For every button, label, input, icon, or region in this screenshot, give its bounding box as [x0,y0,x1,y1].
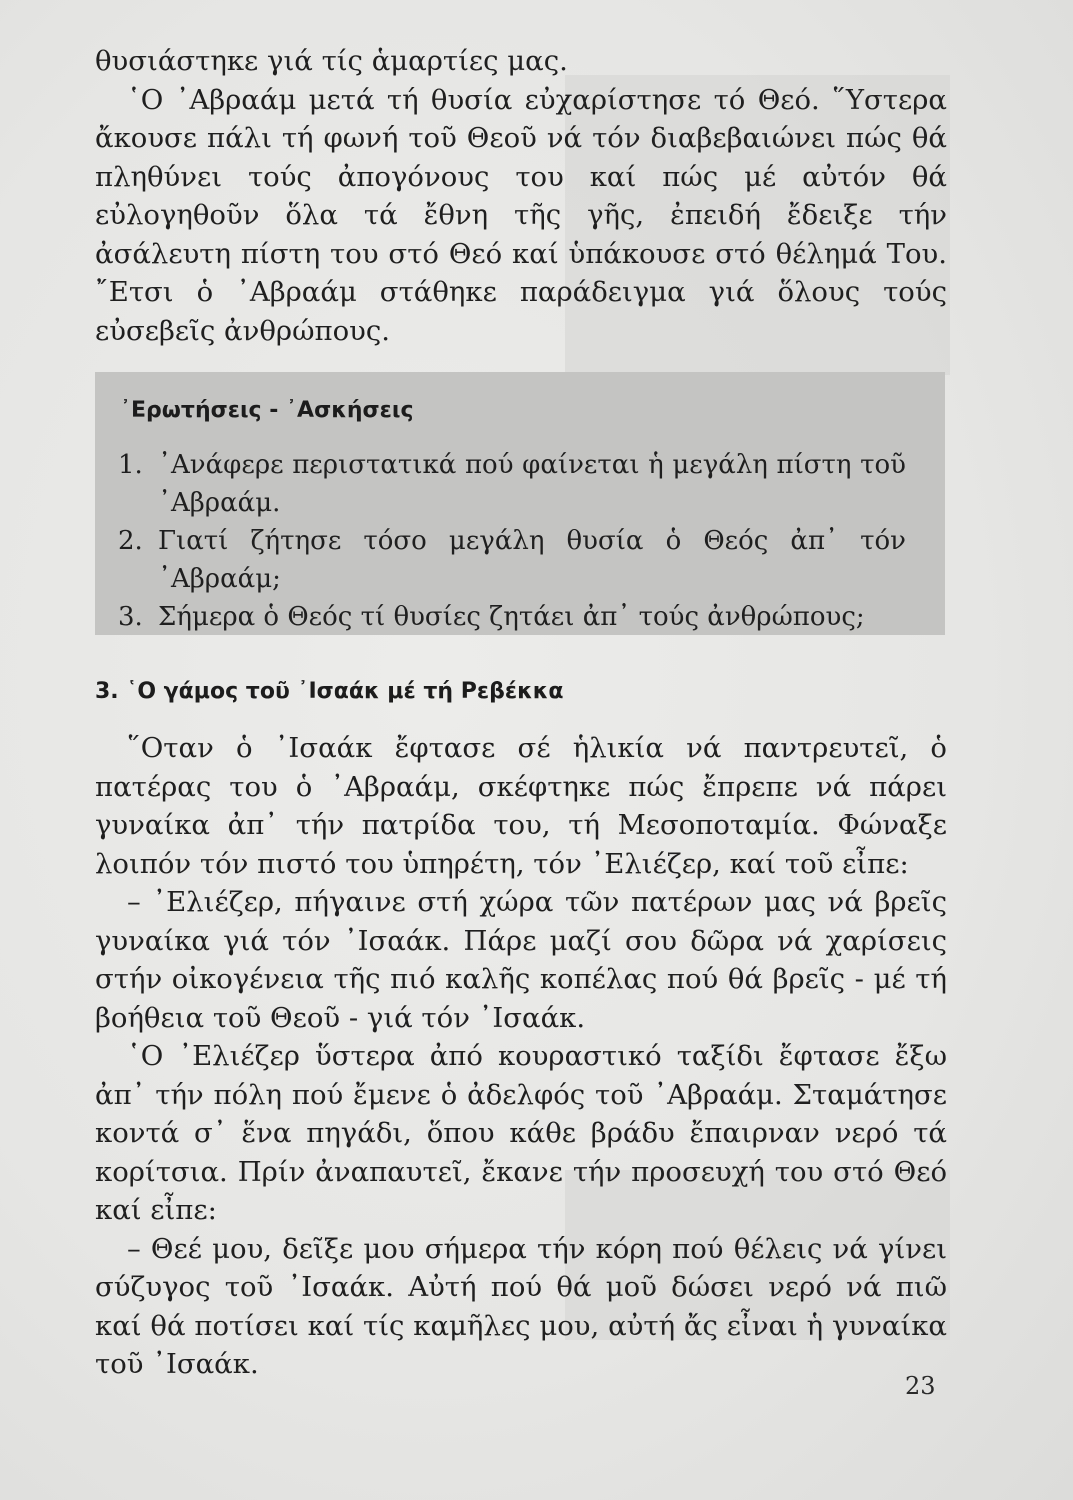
exercise-title: ᾿Ερωτήσεις - ᾿Ασκήσεις [120,398,414,423]
exercise-list [118,446,906,636]
page-number: 23 [905,1372,936,1400]
section-body [95,729,947,1384]
exercise-item [118,446,906,522]
section-heading: 3. ῾Ο γάμος τοῦ ᾿Ισαάκ μέ τή Ρεβέκκα [95,679,564,704]
exercise-text: Σήμερα ὁ Θεός τί θυσίες ζητάει ἀπ᾿ τούς ἀνθρώπους; [158,602,865,632]
intro-paragraph-2: ῾Ο ᾿Αβραάμ μετά τή θυσία εὐχαρίστησε τό Θεό. ῞Υστερα ἄκουσε πάλι τή φωνή τοῦ Θεοῦ νά τόν διαβεβαιώνει πώς θά πληθύνει τούς ἀπογόνους του καί πώς μέ αὐτόν θά εὐλογηθοῦν ὅλα τά ἔθνη τῆς γῆς, ἐπειδή ἔδειξε τήν ἀσάλευτη πίστη του στό Θεό καί ὑπάκουσε στό θέλημά Του. ῎Ετσι ὁ ᾿Αβραάμ στάθηκε παράδειγμα γιά ὅλους τούς εὐσεβεῖς ἀνθρώπους. [95,83,947,347]
exercise-text: ᾿Ανάφερε περιστατικά πού φαίνεται ἡ μεγάλη πίστη τοῦ ᾿Αβραάμ. [158,450,906,518]
exercise-number: 2. [118,526,143,556]
exercise-text: Γιατί ζήτησε τόσο μεγάλη θυσία ὁ Θεός ἀπ᾿ τόν ᾿Αβραάμ; [158,526,906,594]
intro-paragraph-1: θυσιάστηκε γιά τίς ἁμαρτίες μας. [95,45,568,77]
exercise-item [118,522,906,598]
section-paragraph: – ᾿Ελιέζερ, πήγαινε στή χώρα τῶν πατέρων μας νά βρεῖς γυναίκα γιά τόν ᾿Ισαάκ. Πάρε μαζί σου δῶρα νά χαρίσεις στήν οἰκογένεια τῆς πιό καλῆς κοπέλας πού θά βρεῖς - μέ τή βοήθεια τοῦ Θεοῦ - γιά τόν ᾿Ισαάκ. [95,886,947,1034]
section-paragraph: ῾Ο ᾿Ελιέζερ ὕστερα ἀπό κουραστικό ταξίδι ἔφτασε ἔξω ἀπ᾿ τήν πόλη πού ἔμενε ὁ ἀδελφός τοῦ ᾿Αβραάμ. Σταμάτησε κοντά σ᾿ ἕνα πηγάδι, ὅπου κάθε βράδυ ἔπαιρναν νερό τά κορίτσια. Πρίν ἀναπαυτεῖ, ἔκανε τήν προσευχή του στό Θεό καί εἶπε: [95,1040,947,1226]
exercise-number: 1. [118,450,143,480]
intro-text [95,42,947,350]
section-paragraph: ῞Οταν ὁ ᾿Ισαάκ ἔφτασε σέ ἡλικία νά παντρευτεῖ, ὁ πατέρας του ὁ ᾿Αβραάμ, σκέφτηκε πώς ἔπρεπε νά πάρει γυναίκα ἀπ᾿ τήν πατρίδα του, τή Μεσοποταμία. Φώναξε λοιπόν τόν πιστό του ὑπηρέτη, τόν ᾿Ελιέζερ, καί τοῦ εἶπε: [95,732,947,880]
section-paragraph: – Θεέ μου, δεῖξε μου σήμερα τήν κόρη πού θέλεις νά γίνει σύζυγος τοῦ ᾿Ισαάκ. Αὐτή πού θά μοῦ δώσει νερό νά πιῶ καί θά ποτίσει καί τίς καμῆλες μου, αὐτή ἄς εἶναι ἡ γυναίκα τοῦ ᾿Ισαάκ. [95,1232,947,1380]
exercise-number: 3. [118,602,143,632]
exercise-item [118,598,906,636]
